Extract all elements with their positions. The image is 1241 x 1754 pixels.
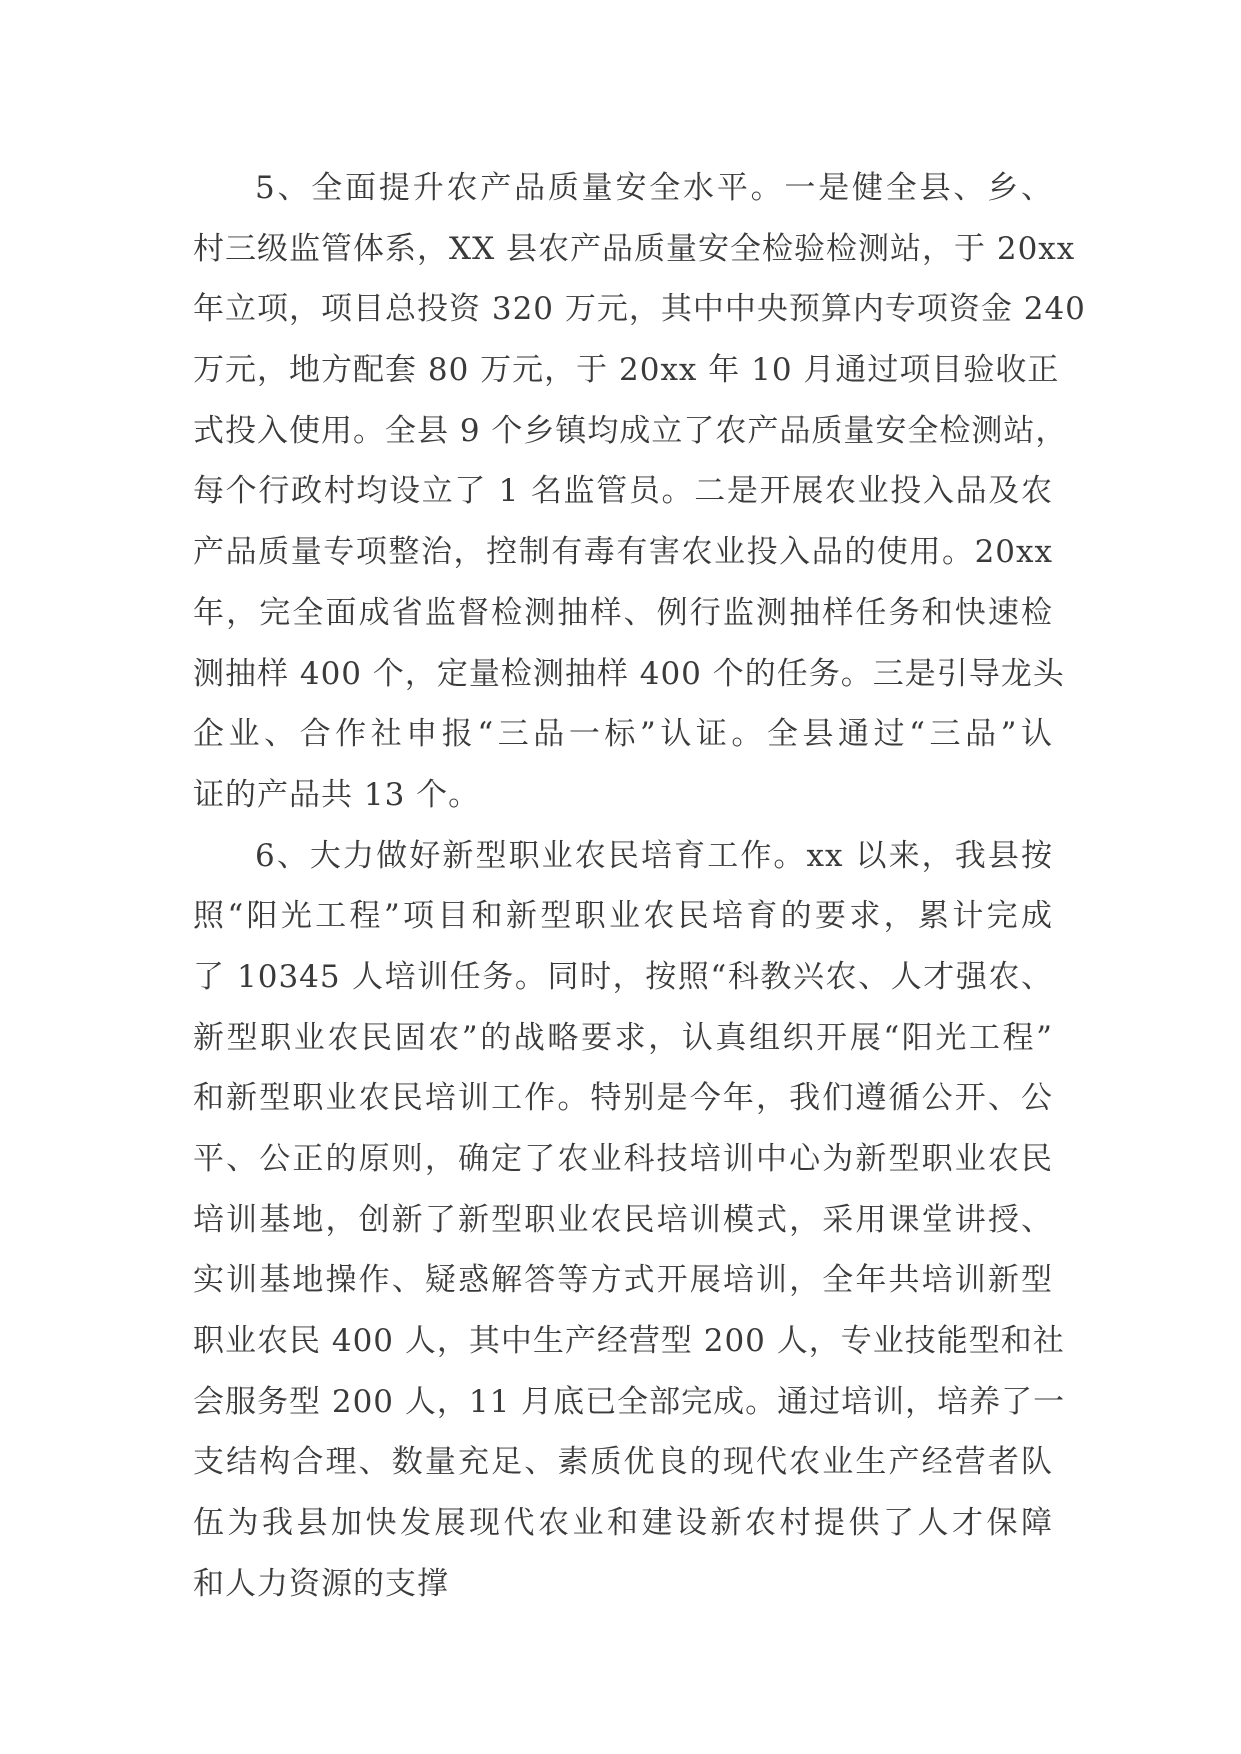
paragraph-1-line-3: 年立项，项目总投资 320 万元，其中中央预算内专项资金 240 — [193, 291, 1086, 328]
paragraph-1-line-1: 5、全面提升农产品质量安全水平。一是健全县、乡、 — [255, 170, 1053, 206]
paragraph-1-line-11: 证的产品共 13 个。 — [193, 776, 481, 813]
body-text — [193, 158, 1086, 1615]
paragraph-1-line-4: 万元，地方配套 80 万元，于 20xx 年 10 月通过项目验收正 — [193, 352, 1060, 389]
paragraph-2-line-2: 照“阳光工程”项目和新型职业农民培育的要求，累计完成 — [193, 898, 1053, 935]
paragraph-1-line-6: 每个行政村均设立了 1 名监管员。二是开展农业投入品及农 — [193, 473, 1053, 510]
paragraph-1-line-2: 村三级监管体系，XX 县农产品质量安全检验检测站，于 20xx — [193, 230, 1076, 267]
paragraph-2-line-9: 职业农民 400 人，其中生产经营型 200 人，专业技能型和社 — [193, 1323, 1065, 1360]
paragraph-2-line-10: 会服务型 200 人，11 月底已全部完成。通过培训，培养了一 — [193, 1383, 1066, 1420]
paragraph-2-line-5: 和新型职业农民培训工作。特别是今年，我们遵循公开、公 — [193, 1080, 1053, 1117]
paragraph-2-line-13: 和人力资源的支撑 — [193, 1565, 449, 1602]
paragraph-1-line-10: 企业、合作社申报“三品一标”认证。全县通过“三品”认 — [193, 716, 1053, 753]
paragraph-1-line-7: 产品质量专项整治，控制有毒有害农业投入品的使用。20xx — [193, 534, 1053, 571]
paragraph-2-line-1: 6、大力做好新型职业农民培育工作。xx 以来，我县按 — [255, 837, 1053, 874]
paragraph-2-line-3: 了 10345 人培训任务。同时，按照“科教兴农、人才强农、 — [193, 958, 1053, 995]
paragraph-2-line-12: 伍为我县加快发展现代农业和建设新农村提供了人才保障 — [193, 1505, 1053, 1542]
paragraph-1-line-8: 年，完全面成省监督检测抽样、例行监测抽样任务和快速检 — [193, 594, 1053, 631]
paragraph-2-line-7: 培训基地，创新了新型职业农民培训模式，采用课堂讲授、 — [193, 1201, 1053, 1238]
paragraph-2-line-8: 实训基地操作、疑惑解答等方式开展培训，全年共培训新型 — [193, 1262, 1053, 1299]
paragraph-2-line-4: 新型职业农民固农”的战略要求，认真组织开展“阳光工程” — [193, 1019, 1053, 1056]
paragraph-1-line-5: 式投入使用。全县 9 个乡镇均成立了农产品质量安全检测站， — [193, 412, 1068, 449]
paragraph-2-line-6: 平、公正的原则，确定了农业科技培训中心为新型职业农民 — [193, 1141, 1053, 1177]
paragraph-1-line-9: 测抽样 400 个，定量检测抽样 400 个的任务。三是引导龙头 — [193, 655, 1065, 692]
paragraph-2-line-11: 支结构合理、数量充足、素质优良的现代农业生产经营者队 — [193, 1444, 1053, 1481]
